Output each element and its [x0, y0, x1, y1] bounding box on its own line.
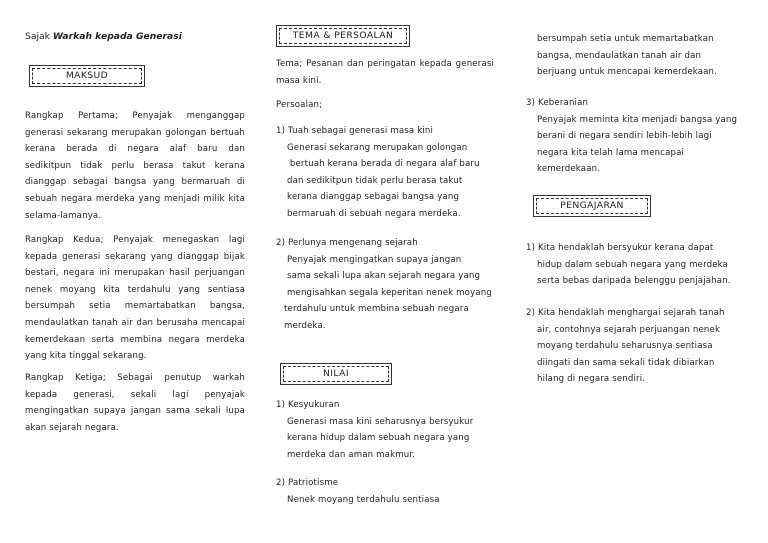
nilai-2: 2) Patriotisme Nenek moyang terdahulu sentiasa [276, 478, 440, 505]
persoalan-2: 2) Perlunya mengenang sejarah Penyajak mengingatkan supaya jangan sama sekali lupa akan sejarah negara yang mengisahkan segala keperitan nenek moyang terdahulu untuk membina sebuah negara merdeka. [276, 238, 492, 331]
pengajaran-2: 2) Kita hendaklah menghargai sejarah tanah air, contohnya sejarah perjuangan nenek moyang terdahulu seharusnya sentiasa diingati dan sama sekali tidak dibiarkan hilang di negara sendiri. [526, 308, 725, 385]
rangkap-pertama: Rangkap Pertama; Penyajak menganggap generasi sekarang merupakan golongan bertuah kerana berada di negara alaf baru dan sedikitpun tidak perlu berasa takut kerana dianggap sebagai bangsa yang bermaruah di sebuah negara merdeka yang menjadi milik kita selama-lamanya. [25, 111, 245, 221]
persoalan-label: Persoalan; [276, 100, 323, 110]
pengajaran-1: 1) Kita hendaklah bersyukur kerana dapat hidup dalam sebuah negara yang merdeka serta bebas daripada belenggu penjajahan. [526, 243, 731, 287]
nilai-1: 1) Kesyukuran Generasi masa kini seharusnya bersyukur kerana hidup dalam sebuah negara yang merdeka dan aman makmur. [276, 400, 474, 460]
nilai-heading: NILAI [283, 366, 389, 382]
poem-name: Warkah kepada Generasi [52, 31, 182, 42]
pengajaran-heading: PENGAJARAN [536, 198, 648, 214]
maksud-heading: MAKSUD [32, 68, 142, 84]
tema-text: Tema; Pesanan dan peringatan kepada generasi masa kini. [276, 59, 494, 86]
rangkap-ketiga: Rangkap Ketiga; Sebagai penutup warkah kepada generasi, sekali lagi penyajak mengingatkan supaya jangan sama sekali lupa akan sejarah negara. [25, 373, 245, 433]
nilai-3: 3) Keberanian Penyajak meminta kita menjadi bangsa yang berani di negara sendiri lebih-lebih lagi negara kita telah lama mencapai kemerdekaan. [526, 98, 738, 175]
rangkap-kedua: Rangkap Kedua; Penyajak menegaskan lagi kepada generasi sekarang yang dianggap bijak bestari, negara ini merupakan hasil perjuangan nenek moyang kita terdahulu yang sentiasa bersumpah setia memartabatkan bangsa, mendaulatkan tanah air dan berusaha mencapai kemerdekaan serta membina negara merdeka yang kita tinggal sekarang. [25, 235, 245, 362]
tema-persoalan-heading: TEMA & PERSOALAN [279, 28, 407, 44]
nilai-2-continued: bersumpah setia untuk memartabatkan bangsa, mendaulatkan tanah air dan berjuang untuk mencapai kemerdekaan. [537, 34, 718, 78]
poem-title: Sajak Warkah kepada Generasi [25, 31, 182, 42]
persoalan-1: 1) Tuah sebagai generasi masa kini Generasi sekarang merupakan golongan bertuah kerana berada di negara alaf baru dan sedikitpun tidak perlu berasa takut kerana dianggap sebagai bangsa yang bermaruah di sebuah negara merdeka. [276, 126, 480, 219]
